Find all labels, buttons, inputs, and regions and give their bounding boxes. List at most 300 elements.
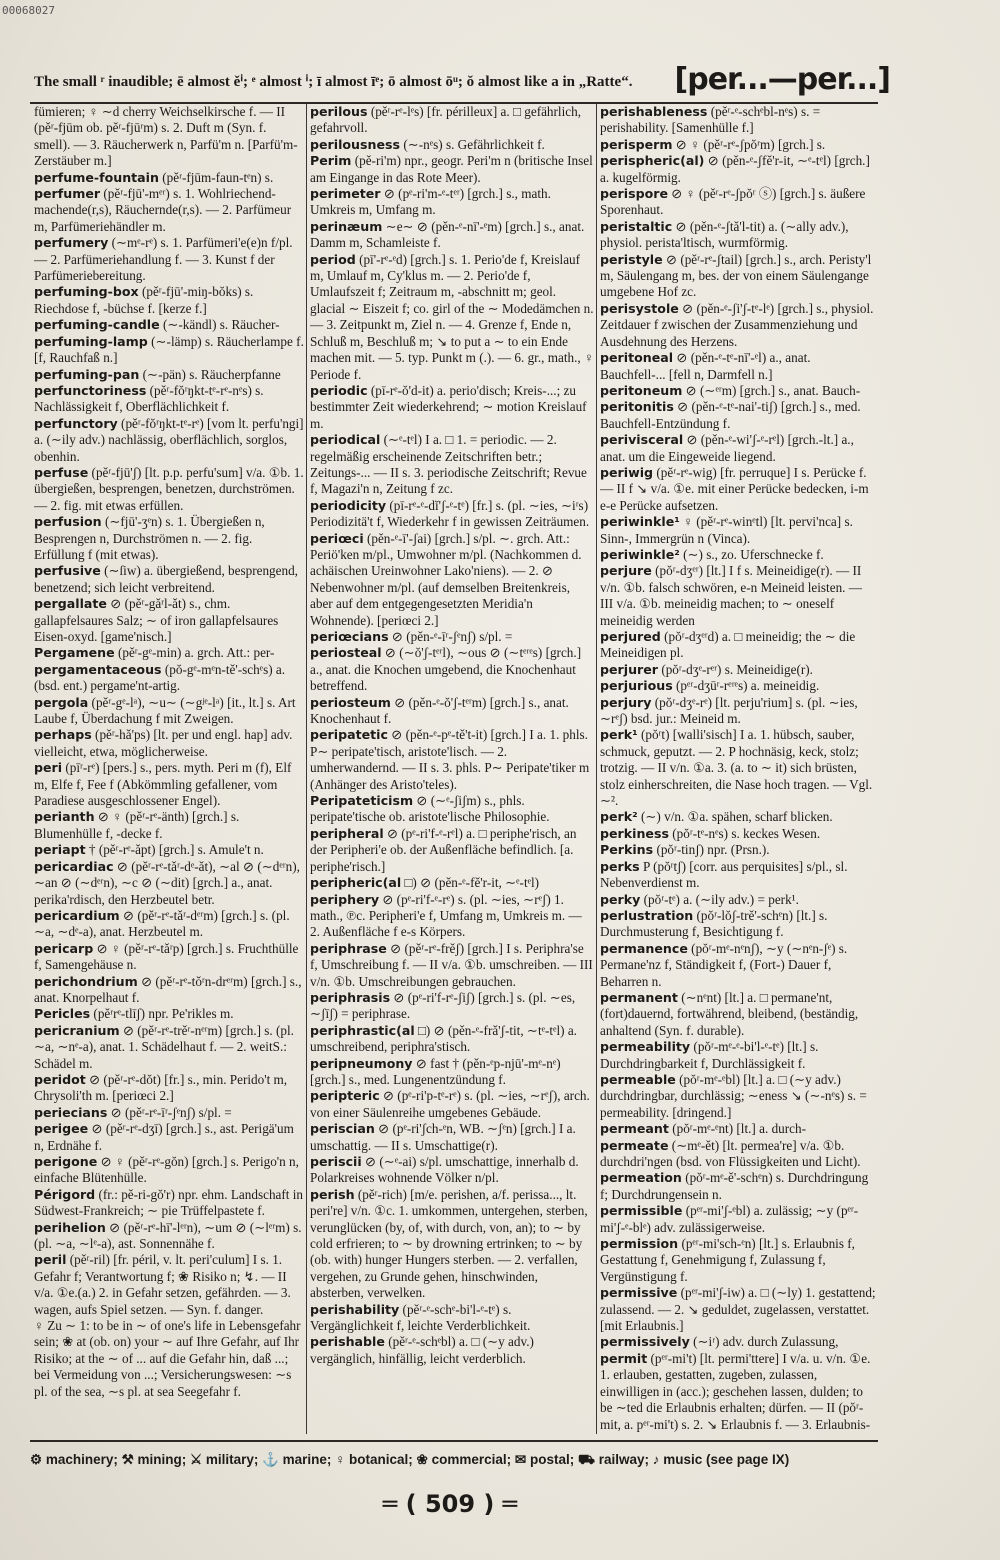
dictionary-entry: [34, 104, 304, 170]
entry-definition: (pěn-ᵉ-ī'-ʃai) [grch.] s/pl. ∼. grch. Att.: Periö'ken m/pl., Umwohner m/pl. (Nachkommen d. achäischen Ureinwohner Lako'niens). — 2. ⊘ Nebenwohner m/pl. (auf demselben Breitenkreis, aber auf dem entgegengesetzten Meridia'n Wohnende). [periœci 2.]: [310, 530, 582, 628]
dictionary-entry: [310, 1154, 594, 1187]
dictionary-entry: [310, 892, 594, 941]
entry-headword: perigone: [34, 1154, 98, 1169]
entry-definition: † (pěʳ-rᵉ-ǎpt) [grch.] s. Amule't n.: [88, 842, 264, 858]
dictionary-entry: [600, 662, 878, 678]
entry-definition: (pě-ri'm) npr., geogr. Peri'm n (britische Insel am Eingange in das Rote Meer).: [310, 153, 593, 185]
entry-definition: ⊘ (∼ŏ'ʃ-tᵉʳl), ∼ous ⊘ (∼tᵉʳᵉs) [grch.] a., anat. die Knochen umgebend, die Knochenhaut betreffend.: [310, 645, 582, 694]
dictionary-entry: [600, 432, 878, 465]
entry-headword: perish: [310, 1186, 355, 1202]
dictionary-entry: [600, 629, 878, 662]
dictionary-entry: [310, 219, 594, 252]
entry-definition: ⊘ ♀ (pěʳ-rᵉ-tǎʳp) [grch.] s. Fruchthülle f, Samengehäuse n.: [34, 940, 299, 973]
entry-headword: periwig: [600, 464, 654, 480]
page-header: [30, 62, 890, 102]
entry-definition: (pěʳ-fjūm-faun-tᵉn) s.: [162, 169, 274, 185]
entry-headword: perjured: [600, 629, 661, 644]
dictionary-entry: [34, 645, 304, 661]
entry-definition: (∼-lämp) s. Räucherlampe f. [f, Rauchfaß n.]: [34, 333, 304, 366]
entry-headword: perfusive: [34, 563, 101, 579]
entry-definition: (pŏʳ-lŏʃ-trě'-schᵉn) [lt.] s. Durchmusterung f, Besichtigung f.: [600, 907, 828, 940]
entry-definition: (pŏʳ-tinʃ) npr. (Prsn.).: [656, 842, 770, 858]
entry-headword: perfuming-lamp: [34, 333, 148, 349]
entry-definition: (pŏʳ-tᵉ) a. (∼ily adv.) = perk¹.: [643, 891, 799, 907]
entry-headword: permanent: [600, 989, 678, 1005]
entry-headword: perfuming-candle: [34, 317, 160, 333]
dictionary-entry: [34, 695, 304, 728]
entry-definition: (pī'-rᵉ-ᵉd) [grch.] s. 1. Perio'de f, Kreislauf m, Umlauf m, Cy'klus m. — 2. Perio'de f, Umlaufszeit f; Zeitraum m, -abschnitt m; geol. glacial ∼ Eiszeit f; co. girl of the ∼ Modedämchen n. — 3. Zeitpunkt m, Ziel n. — 4. Grenze f, Ende n, Schluß m, Beschluß m; ↘ to put a ∼ to ein Ende machen mit. — 5. typ. Punkt m (.). — 6. gr., math., ♀ Periode f.: [310, 251, 594, 382]
entry-headword: peristyle: [600, 251, 663, 267]
entry-definition: ⊘ (pěn-ᵉ-ʃi'ʃ-tᵉ-lᵉ) [grch.] s., physiol. Zeitdauer f zwischen der Zusammenziehung und Ausdehnung des Herzens.: [600, 300, 874, 349]
entry-definition: ♀ (pěʳ-rᵉ-winᵉtl) [lt. pervi'nca] s. Sinn-, Immergrün n (Vinca).: [600, 514, 853, 546]
entry-headword: perkiness: [600, 825, 669, 841]
entry-headword: periosteal: [310, 645, 382, 661]
dictionary-entry: [34, 974, 304, 1007]
entry-headword: perichondrium: [34, 973, 138, 989]
entry-definition: ⊘ (pěʳ-rᵉ-dʒī) [grch.] s., ast. Perigä'um n, Erdnähe f.: [34, 1121, 294, 1153]
entry-headword: permissive: [600, 1285, 678, 1301]
dictionary-entry: [310, 1121, 594, 1154]
entry-definition: ⊘ ♀ (pěʳ-rᵉ-ʃpŏʳm) [grch.] s.: [675, 136, 826, 152]
dictionary-entry: [310, 1088, 594, 1121]
entry-headword: perfuse: [34, 464, 89, 480]
entry-headword: permission: [600, 1236, 679, 1252]
entry-definition: ⊘ (∼ᵉ-ai) s/pl. umschattige, innerhalb d. Polarkreises wohnende Völker n/pl.: [310, 1154, 579, 1186]
dictionary-entry: [34, 1105, 304, 1121]
dictionary-entry: [600, 908, 878, 941]
dictionary-entry: [34, 416, 304, 465]
dictionary-entry: [34, 596, 304, 645]
entry-definition: ⊘ (pěʳ-gǎʳl-ǎt) s., chm. gallapfelsaures Salz; ∼ of iron gallapfelsaures Eisen-oxyd. [game'nisch.]: [34, 596, 279, 644]
entry-definition: (∼ᵉ-tᵉl) I a. □ 1. = periodic. — 2. regelmäßig erscheinende Zeitschriften betr.; Zeitungs-... — II s. 3. periodische Zeitschrift; Revue f, Magazi'n n, Zeitung f zc.: [310, 432, 587, 497]
entry-headword: pericranium: [34, 1022, 120, 1038]
entry-headword: perinæum: [310, 218, 383, 234]
dictionary-entry: [600, 1236, 878, 1285]
entry-headword: pergola: [34, 694, 89, 710]
entry-headword: Pericles: [34, 1006, 91, 1022]
entry-headword: pergallate: [34, 596, 107, 612]
entry-headword: perjure: [600, 563, 652, 579]
dictionary-entry: [600, 547, 878, 563]
entry-headword: perhaps: [34, 727, 92, 743]
entry-definition: ⊘ (pěʳ-rᵉ-tǎʳ-dᵉʳm) [grch.] s. (pl. ∼a, ∼dᵉ-a), anat. Herzbeutel m.: [34, 907, 290, 940]
dictionary-entry: [600, 1039, 878, 1072]
entry-headword: periscii: [310, 1154, 362, 1169]
entry-headword: periœcians: [310, 629, 389, 644]
entry-headword: perispheric(al): [600, 153, 705, 169]
dictionary-entry: [600, 399, 878, 432]
entry-headword: peritonitis: [600, 399, 674, 415]
entry-headword: perk¹: [600, 727, 638, 743]
dictionary-entry: [34, 186, 304, 235]
dictionary-entry: [34, 1121, 304, 1154]
dictionary-entry: [600, 350, 878, 383]
dictionary-entry: [310, 875, 594, 891]
entry-headword: perk²: [600, 809, 638, 825]
entry-headword: periosteum: [310, 694, 391, 710]
footer-rule: [30, 1440, 878, 1442]
dictionary-entry: [600, 383, 878, 399]
entry-definition: (pěʳ-rᵉ-wig) [fr. perruque] I s. Perücke f. — II f ↘ v/a. ①e. mit einer Perücke bedecken, i-m e-e Perücke aufsetzen.: [600, 464, 869, 513]
entry-headword: periodicity: [310, 497, 387, 513]
dictionary-entry: [34, 1023, 304, 1072]
entry-definition: ⊘ (∼ᵉ-ʃiʃm) s., phls. peripate'tische ob. aristote'lische Philosophie.: [310, 793, 550, 825]
entry-headword: periphrasis: [310, 989, 391, 1005]
entry-definition: (pᵉʳ-mi'ʃ-iw) a. □ (∼ly) 1. gestattend; zulassend. — 2. ↘ geduldet, zugelassen, verstattet. [mit Erlaubnis.]: [600, 1285, 876, 1334]
dictionary-entry: [600, 727, 878, 809]
entry-definition: (fr.: pě-ri-gŏ'r) npr. ehm. Landschaft in Südwest-Frankreich; ∼ pie Trüffelpastete f.: [34, 1186, 304, 1219]
dictionary-entry: [310, 645, 594, 694]
entry-definition: (pᵉʳ-mi't) [lt. permi'ttere] I v/a. u. v/n. ①e. 1. erlauben, gestatten, zugeben, zulassen, einwilligen in (acc.); geschehen lassen, dulden; to be ∼ted die Erlaubnis erhalten; dürfen. — II (pŏʳ-mit, a. pᵉʳ-mi't) s. 2. ↘ Erlaubnis f. — 3. Erlaubnis-: [600, 1350, 871, 1432]
dictionary-entry: [600, 186, 878, 219]
entry-definition: ♀ Zu ∼ 1: to be in ∼ of one's life in Lebensgefahr sein; ❀ at (ob. on) your ∼ auf Ihre Gefahr, auf Ihr Risiko; at the ∼ of ... auf die Gefahr hin, daß ...; bei Vermeidung von ...; Versicherungswesen: ∼s pl. of the sea, ∼s pl. at sea Seegefahr f.: [34, 1318, 301, 1399]
entry-headword: Pergamene: [34, 645, 115, 661]
entry-headword: peri: [34, 760, 63, 776]
dictionary-entry: [34, 760, 304, 809]
column-3: [600, 104, 878, 1434]
entry-headword: perfunctory: [34, 415, 118, 431]
dictionary-entry: [34, 334, 304, 367]
entry-definition: (pŏʳt) [walli'sisch] I a. 1. hübsch, sauber, schmuck, geputzt. — 2. P hochnäsig, keck, stolz; trotzig. — II v/n. ①a. 3. (a. to ∼ it) sich brüsten, stolz einherschreiten, die Nase hoch tragen. — Vgl. ∼².: [600, 727, 873, 809]
dictionary-entry: [600, 252, 878, 301]
entry-definition: ⊘ fast † (pěn-ᵉp-njū'-mᵉ-nᵉ) [grch.] s., med. Lungenentzündung f.: [310, 1055, 561, 1087]
entry-definition: (pᵉʳ-mi'ʃ-ᵉbl) a. zulässig; ∼y (pᵉʳ-mi'ʃ-ᵉ-blᵉ) adv. zulässigerweise.: [600, 1203, 859, 1235]
dictionary-entry: [34, 662, 304, 695]
entry-definition: (pŏʳ-mᵉ-ᵉbl) [lt.] a. □ (∼y adv.) durchdringbar, durchlässig; ∼eness ↘ (∼-nᵉs) s. = permeability. [dringend.]: [600, 1071, 867, 1120]
dictionary-entry: [600, 1203, 878, 1236]
dictionary-entry: [310, 727, 594, 793]
entry-definition: ⊘ (pěʳ-rᵉ-ʃtail) [grch.] s., arch. Peristy'l m, Säulengang m, bes. der von einem Säulengange umgebene Hof zc.: [600, 251, 872, 300]
dictionary-entry: [600, 465, 878, 514]
entry-definition: ⊘ (pěʳ-rᵉ-tǎʳ-dᵉ-ǎt), ∼al ⊘ (∼dᵉʳn), ∼an ⊘ (∼dᵉʳn), ∼c ⊘ (∼dit) [grch.] a., anat. perika'rdisch, den Herzbeutel betr.: [34, 858, 300, 907]
dictionary-entry: [310, 629, 594, 645]
entry-headword: permissible: [600, 1203, 683, 1219]
entry-headword: periodic: [310, 382, 368, 398]
entry-headword: periodical: [310, 432, 381, 448]
entry-headword: periœci: [310, 530, 364, 546]
dictionary-entry: [310, 1302, 594, 1335]
entry-definition: (pī-rᵉ-ᵉ-dĭ'ʃ-ᵉ-tᵉ) [fr.] s. (pl. ∼ies, ∼iʳs) Periodizitä't f, Wiederkehr f in gewissen Zeiträumen.: [310, 497, 590, 530]
entry-definition: ⊘ (pěʳ-rᵉ-tǒʳn-drᵉʳm) [grch.] s., anat. Knorpelhaut f.: [34, 973, 302, 1005]
entry-headword: perigee: [34, 1121, 89, 1137]
entry-headword: perilous: [310, 104, 368, 119]
dictionary-entry: [34, 1252, 304, 1318]
dictionary-entry: [600, 563, 878, 629]
entry-headword: perky: [600, 891, 641, 907]
entry-definition: ⊘ (∼ᵉʳm) [grch.] s., anat. Bauch-: [685, 382, 861, 398]
dictionary-entry: [310, 695, 594, 728]
symbol-legend: ⚙ machinery; ⚒ mining; ⚔ military; ⚓ marine; ♀ botanical; ❀ commercial; ✉ postal; ⛟ railway; ♪ music (see page IX): [30, 1452, 790, 1467]
entry-definition: ⊘ ♀ (pěʳ-rᵉ-ʃpŏʳ ⓢ) [grch.] s. äußere Sporenhaut.: [600, 186, 866, 218]
dictionary-columns: [34, 104, 878, 1434]
entry-headword: periphrase: [310, 940, 387, 956]
entry-definition: (pěʳrᵉ-tlīʃ) npr. Pe'rikles m.: [93, 1006, 234, 1022]
entry-definition: (∼fjū'-ʒᵉn) s. 1. Übergießen n, Besprengen n, Durchströmen n. — 2. fig. Erfüllung f (mit etwas).: [34, 514, 265, 562]
dictionary-entry: [600, 695, 878, 728]
dictionary-entry: [600, 301, 878, 350]
entry-definition: ⊘ (pěn-ᵉ-īʳ-ʃᵉnʃ) s/pl. =: [391, 629, 513, 644]
entry-definition: (pŏʳ-dʒᵉ-rᵉʳ) s. Meineidige(r).: [661, 661, 813, 677]
dictionary-entry: [600, 892, 878, 908]
entry-definition: (pěʳ-rᵉ-lᵉs) [fr. périlleux] a. □ gefährlich, gefahrvoll.: [310, 104, 581, 136]
dictionary-entry: [34, 1187, 304, 1220]
entry-definition: (∼) v/n. ①a. spähen, scharf blicken.: [640, 809, 833, 825]
dictionary-entry: [310, 793, 594, 826]
entry-headword: perjury: [600, 694, 652, 710]
entry-headword: perfuming-pan: [34, 366, 140, 382]
entry-headword: peripteric: [310, 1088, 380, 1104]
dictionary-entry: [600, 1170, 878, 1203]
entry-definition: (pěʳ-hǎ'ps) [lt. per und engl. hap] adv. vielleicht, etwa, möglicherweise.: [34, 727, 293, 759]
dictionary-entry: [34, 563, 304, 596]
entry-definition: ⊘ (pᵉ-ri'f-ᵉ-rᵉl) a. □ periphe'risch, an der Peripheri'e ob. der Außenfläche befindlich. [a. periphe'risch.]: [310, 825, 577, 874]
entry-definition: (pŏʳ-dʒᵉʳd) a. □ meineidig; the ∼ die Meineidigen pl.: [600, 629, 856, 661]
entry-headword: perfunctoriness: [34, 382, 147, 398]
dictionary-entry: [600, 941, 878, 990]
entry-headword: periphrastic(al: [310, 1022, 415, 1038]
entry-headword: peripheral: [310, 825, 384, 841]
entry-definition: (∼nᵉnt) [lt.] a. □ permane'nt, (fort)dauernd, fortwährend, bleibend, (beständig, anhaltend (Syn. f. durable).: [600, 989, 859, 1038]
entry-definition: ⊘ (pᵉ-ri'f-rᵉ-ʃiʃ) [grch.] s. (pl. ∼es, ∼ʃīʃ) = periphrase.: [310, 989, 576, 1022]
entry-definition: (pŏʳ-mᵉ-nᵉnʃ), ∼y (∼nᵉn-ʃᵉ) s. Permane'nz f, Ständigkeit f, (Fort-) Dauer f, Beharren n.: [600, 940, 848, 989]
entry-headword: periscian: [310, 1121, 375, 1137]
entry-definition: (pŏʳ-mᵉ-ě'-schᵉn) s. Durchdringung f; Durchdrungensein n.: [600, 1170, 869, 1202]
entry-definition: (∼iʳ) adv. durch Zulassung,: [693, 1334, 839, 1350]
dictionary-entry: [600, 1334, 878, 1350]
dictionary-entry: [310, 252, 594, 383]
entry-definition: (∼) s., zo. Uferschnecke f.: [683, 546, 824, 562]
entry-headword: peritoneum: [600, 382, 683, 398]
dictionary-entry: [310, 1056, 594, 1089]
entry-headword: perisperm: [600, 136, 673, 152]
dictionary-entry: [310, 383, 594, 432]
pronunciation-key: The small ʳ inaudible; ē almost ěⁱ; ᵉ almost ⁱ; ī almost īᵉ; ō almost ōᵘ; ŏ almost like a in „Ratte“.: [34, 74, 633, 90]
entry-headword: perfusion: [34, 514, 102, 530]
entry-headword: perihelion: [34, 1219, 106, 1235]
entry-headword: permissively: [600, 1334, 690, 1350]
dictionary-entry: [34, 1154, 304, 1187]
entry-headword: perianth: [34, 809, 95, 825]
dictionary-entry: [600, 1138, 878, 1171]
entry-headword: perlustration: [600, 907, 694, 923]
entry-definition: ⊘ (pěn-ᵉ-ʃfě'r-it, ∼ᵉ-tᵉl) [grch.] a. kugelförmig.: [600, 153, 870, 185]
entry-headword: peripneumony: [310, 1055, 413, 1071]
dictionary-entry: [600, 826, 878, 842]
entry-definition: ⊘ (pᵉ-ri'ʃch-ᵉn, WB. ∼ʃᵉn) [grch.] I a. umschattig. — II s. Umschattige(r).: [310, 1121, 576, 1153]
entry-definition: (∼ſiw) a. übergießend, besprengend, benetzend; sich leicht verbreitend.: [34, 563, 298, 595]
entry-headword: periapt: [34, 842, 86, 858]
dictionary-entry: [34, 859, 304, 908]
dictionary-entry: [600, 153, 878, 186]
entry-headword: permeable: [600, 1071, 676, 1087]
dictionary-entry: [310, 432, 594, 498]
entry-headword: perfumery: [34, 235, 109, 251]
dictionary-entry: [34, 317, 304, 333]
entry-definition: ⊘ (pěʳ-rᵉ-trěʳ-nᵉʳm) [grch.] s. (pl. ∼a, ∼nᵉ-a), anat. 1. Schädelhaut f. — 2. weitS.: Schädel m.: [34, 1022, 294, 1071]
entry-headword: perilousness: [310, 136, 401, 152]
dictionary-entry: [310, 990, 594, 1023]
entry-headword: peridot: [34, 1071, 86, 1087]
entry-definition: ⊘ (pěn-ᵉ-ŏ'ʃ-tᵉʳm) [grch.] s., anat. Knochenhaut f.: [310, 694, 569, 727]
entry-definition: (pěʳ-fŏʳŋkt-tᵉ-rᵉ) [vom lt. perfu'ngi] a. (∼ily adv.) nachlässig, oberflächlich, sorglos, obenhin.: [34, 415, 304, 464]
entry-headword: perjurious: [600, 678, 673, 694]
dictionary-entry: [310, 1334, 594, 1367]
dictionary-entry: [34, 284, 304, 317]
entry-definition: ⊘ (pᵉ-ri'p-tᵉ-rᵉ) s. (pl. ∼ies, ∼rᵉʃ), arch. von einer Säulenreihe umgebenes Gebäude.: [310, 1088, 590, 1120]
entry-headword: Peripateticism: [310, 793, 414, 809]
entry-headword: peripheric(al: [310, 875, 402, 891]
entry-definition: (∼-nᵉs) s. Gefährlichkeit f.: [403, 136, 545, 152]
entry-headword: peril: [34, 1252, 67, 1268]
dictionary-entry: [600, 809, 878, 825]
dictionary-entry: [34, 1006, 304, 1022]
entry-definition: P (pŏʳtʃ) [corr. aus perquisites] s/pl., sl. Nebenverdienst m.: [600, 858, 848, 891]
entry-definition: ∼e∼ ⊘ (pěn-ᵉ-nī'-ᵉm) [grch.] s., anat. Damm m, Schamleiste f.: [310, 218, 585, 251]
dictionary-entry: [600, 678, 878, 694]
entry-definition: (pěʳ-fjū'-mᵉʳ) s. 1. Wohlriechend-machende(r,s), Räuchernde(r,s). — 2. Parfümeur m, Parfümeriehändler m.: [34, 186, 292, 234]
scan-id: 00068027: [2, 4, 55, 17]
entry-definition: ⊘ (pěn-ᵉ-tᵉ-nai'-tiʃ) [grch.] s., med. Bauchfell-Entzündung f.: [600, 399, 861, 431]
entry-definition: (∼-pän) s. Räucherpfanne: [142, 366, 281, 382]
dictionary-entry: [310, 531, 594, 629]
entry-headword: permit: [600, 1350, 648, 1366]
entry-definition: (pŏʳ-dʒᵉ-rᵉ) [lt. perju'rium] s. (pl. ∼ies, ∼rᵉʃ) bsd. jur.: Meineid m.: [600, 694, 858, 727]
dictionary-entry: [600, 1285, 878, 1334]
dictionary-entry: [600, 104, 878, 137]
dictionary-entry: [600, 1351, 878, 1433]
entry-headword: peritoneal: [600, 350, 674, 366]
column-2: [310, 104, 594, 1434]
entry-headword: periphery: [310, 891, 380, 907]
dictionary-entry: [310, 826, 594, 875]
guide-words: [per...—per...]: [674, 62, 890, 97]
entry-headword: perks: [600, 858, 640, 874]
entry-definition: □) ⊘ (pěn-ᵉ-frǎ'ʃ-tit, ∼tᵉ-tᵉl) a. umschreibend, periphra'stisch.: [310, 1022, 577, 1055]
dictionary-entry: [34, 941, 304, 974]
dictionary-entry: [310, 1023, 594, 1056]
dictionary-entry: [310, 186, 594, 219]
entry-definition: (pěʳ-ᵉ-schᵉ-bi'l-ᵉ-tᵉ) s. Vergänglichkeit f, leichte Verderblichkeit.: [310, 1301, 531, 1334]
column-1: [34, 104, 304, 1434]
entry-definition: (pěʳ-rich) [m/e. perishen, a/f. perissa..., lt. peri're] v/n. ①c. 1. umkommen, untergehen, sterben, verunglücken (by, of, with durch, von, an); to ∼ by cold erfrieren; to ∼ by drowning ertrinken; to ∼ by (ob. with) hunger Hungers sterben. — 2. verfallen, vergehen, zu Grunde gehen, hinschwinden, absterben, verwelken.: [310, 1186, 588, 1301]
entry-definition: (pěʳ-fjū'-miŋ-bŏks) s. Riechdose f, -büchse f. [kerze f.]: [34, 284, 254, 316]
entry-headword: permeability: [600, 1039, 691, 1055]
dictionary-entry: [34, 235, 304, 284]
dictionary-entry: [34, 465, 304, 514]
entry-headword: perishableness: [600, 104, 708, 119]
entry-definition: (pŏʳ-mᵉ-ᵉnt) [lt.] a. durch-: [672, 1121, 806, 1137]
entry-definition: □) ⊘ (pěn-ᵉ-fě'r-it, ∼ᵉ-tᵉl): [404, 875, 540, 891]
entry-headword: periwinkle¹: [600, 514, 680, 530]
entry-headword: peripatetic: [310, 727, 388, 743]
entry-definition: (pᵉʳ-dʒūʳ-rᵉʳᵉs) a. meineidig.: [676, 678, 820, 694]
entry-definition: (pěʳ-gᵉ-lᵃ), ∼u∼ (∼gʲᵉ-lᵃ) [it., lt.] s. Art Laube f, Überdachung f mit Zweigen.: [34, 694, 296, 727]
entry-headword: perfume-fountain: [34, 169, 159, 185]
entry-definition: (pěʳ-gᵉ-min) a. grch. Att.: per-: [117, 645, 275, 661]
entry-definition: ⊘ (pěn-ᵉ-pᵉ-tě't-it) [grch.] I a. 1. phls. P∼ peripate'tisch, aristote'lisch. — 2. umherwandernd. — II s. 3. phls. P∼ Peripate'tiker m (Anhänger des Aristo'teles).: [310, 727, 590, 792]
dictionary-entry: [310, 104, 594, 137]
entry-headword: permeant: [600, 1121, 669, 1137]
entry-headword: Perkins: [600, 842, 654, 858]
entry-definition: ⊘ (pěn-ᵉ-ʃtǎ'l-tit) a. (∼ally adv.), physiol. perista'ltisch, wurmförmig.: [600, 218, 849, 251]
entry-definition: (pŏ-gᵉ-mᵉn-tě'-schᵉs) a. (bsd. ent.) pergame'nt-artig.: [34, 661, 286, 694]
entry-definition: (pěʳ-ᵉ-schᵉbl-nᵉs) s. = perishability. [Samenhülle f.]: [600, 104, 821, 136]
dictionary-entry: [310, 1187, 594, 1302]
entry-headword: perishable: [310, 1334, 385, 1350]
entry-definition: ⊘ ♀ (pěʳ-rᵉ-gŏn) [grch.] s. Perigo'n n, einfache Blütenhülle.: [34, 1154, 299, 1186]
dictionary-entry: [310, 498, 594, 531]
dictionary-entry: [34, 514, 304, 563]
entry-headword: periwinkle²: [600, 546, 680, 562]
dictionary-entry: [600, 842, 878, 858]
entry-definition: (∼mᵉ-rᵉ) s. 1. Parfümeri'e(e)n f/pl. — 2. Parfümeriehandlung f. — 3. Kunst f der Parfümeriebereitung.: [34, 235, 293, 284]
dictionary-entry: [34, 842, 304, 858]
entry-definition: fümieren; ♀ ∼d cherry Weichselkirsche f. — II (pěʳ-fjūm ob. pěʳ-fjūʳm) s. 2. Duft m (Syn. f. smell). — 3. Räucherwerk n, Parfü'm n. [Parfü'm-Zerstäuber m.]: [34, 104, 298, 169]
dictionary-entry: [600, 514, 878, 547]
entry-headword: perishability: [310, 1301, 400, 1317]
dictionary-entry: [600, 1072, 878, 1121]
dictionary-entry: [34, 1072, 304, 1105]
dictionary-entry: [34, 908, 304, 941]
dictionary-entry: [600, 859, 878, 892]
entry-definition: (pŏʳ-mᵉ-ᵉ-bi'l-ᵉ-tᵉ) [lt.] s. Durchdringbarkeit f, Durchlässigkeit f.: [600, 1039, 819, 1071]
dictionary-entry: [34, 727, 304, 760]
entry-definition: ⊘ (pᵉ-ri'f-ᵉ-rᵉ) s. (pl. ∼ies, ∼rᵉʃ) 1. math., ℗c. Peripheri'e f, Umfang m, Umkreis m. — 2. Außenfläche f e-s Körpers.: [310, 891, 582, 940]
dictionary-entry: [600, 1121, 878, 1137]
dictionary-entry: [34, 367, 304, 383]
entry-headword: permanence: [600, 940, 688, 956]
dictionary-entry: [310, 153, 594, 186]
entry-headword: permeate: [600, 1137, 669, 1153]
entry-headword: Perim: [310, 153, 352, 169]
entry-definition: (pěʳ-ᵉ-schᵉbl) a. □ (∼y adv.) vergänglich, hinfällig, leicht verderblich.: [310, 1334, 534, 1366]
dictionary-entry: [600, 990, 878, 1039]
entry-headword: pericardiac: [34, 858, 114, 874]
entry-definition: (pěʳ-ril) [fr. péril, v. lt. peri'culum] I s. 1. Gefahr f; Verantwortung f; ❀ Risiko n; ↯. — II v/a. ①e.(a.) 2. in Gefahr setzen, gefährden. — 3. wagen, aufs Spiel setzen. — Syn. f. danger.: [34, 1252, 291, 1317]
entry-definition: ⊘ (pěn-ᵉ-tᵉ-nī'-ᵉl) a., anat. Bauchfell-... [fell n, Darmfell n.]: [600, 350, 811, 382]
entry-headword: peristaltic: [600, 218, 673, 234]
entry-definition: (pŏʳ-dʒᵉʳ) [lt.] I f s. Meineidige(r). — II v/n. ①b. falsch schwören, e-n Meineid leisten. — III v/a. ①b. meineidig machen; to ∼ oneself meineidig werden: [600, 563, 862, 628]
entry-headword: pericarp: [34, 940, 94, 956]
entry-definition: (∼-kändl) s. Räucher-: [162, 317, 280, 333]
entry-definition: ⊘ (pěʳ-rᵉ-īʳ-ʃᵉnʃ) s/pl. =: [110, 1104, 232, 1120]
entry-definition: ⊘ (pᵉ-ri'm-ᵉ-tᵉʳ) [grch.] s., math. Umkreis m, Umfang m.: [310, 186, 551, 218]
entry-headword: perjurer: [600, 661, 659, 677]
dictionary-entry: [310, 137, 594, 153]
entry-headword: period: [310, 251, 356, 267]
entry-headword: perfumer: [34, 186, 101, 202]
entry-headword: perfuming-box: [34, 284, 139, 300]
entry-headword: perispore: [600, 186, 668, 202]
entry-headword: perisystole: [600, 300, 679, 316]
dictionary-entry: [34, 383, 304, 416]
entry-definition: ⊘ (pěʳ-rᵉ-frěʃ) [grch.] I s. Periphra'se f, Umschreibung f. — II v/a. ①b. umschreiben. — III v/n. ①b. Umschreibungen gebrauchen.: [310, 940, 593, 989]
entry-definition: (pěʳ-fjū'ʃ) [lt. p.p. perfu'sum] v/a. ①b. 1. übergießen, besprengen, benetzen, durchströmen. — 2. fig. mit etwas erfüllen.: [34, 464, 304, 513]
entry-definition: (pī-rᵉ-ŏ'd-it) a. perio'disch; Kreis-...; zu bestimmter Zeit wiederkehrend; ∼ motion Kreislauf m.: [310, 382, 587, 431]
entry-headword: pergamentaceous: [34, 661, 162, 677]
entry-definition: (pěʳ-fŏʳŋkt-tᵉ-rᵉ-nᵉs) s. Nachlässigkeit f, Oberflächlichkeit f.: [34, 382, 264, 415]
entry-definition: ⊘ ♀ (pěʳ-rᵉ-änth) [grch.] s. Blumenhülle f, -decke f.: [34, 809, 240, 841]
dictionary-entry: [34, 1318, 304, 1400]
dictionary-entry: [34, 1220, 304, 1253]
entry-definition: (∼mᵉ-ět) [lt. permea're] v/a. ①b. durchdri'ngen (bsd. von Flüssigkeiten und Licht).: [600, 1137, 861, 1169]
dictionary-entry: [600, 137, 878, 153]
dictionary-entry: [310, 941, 594, 990]
entry-definition: ⊘ (pěʳ-rᵉ-hī'-lᵉʳn), ∼um ⊘ (∼lᵉʳm) s. (pl. ∼a, ∼lᵉ-a), ast. Sonnennähe f.: [34, 1219, 302, 1252]
entry-definition: (pŏʳ-tᵉ-nᵉs) s. keckes Wesen.: [672, 825, 821, 841]
dictionary-entry: [600, 219, 878, 252]
page-number: ═ ( 509 ) ═: [382, 1490, 518, 1518]
